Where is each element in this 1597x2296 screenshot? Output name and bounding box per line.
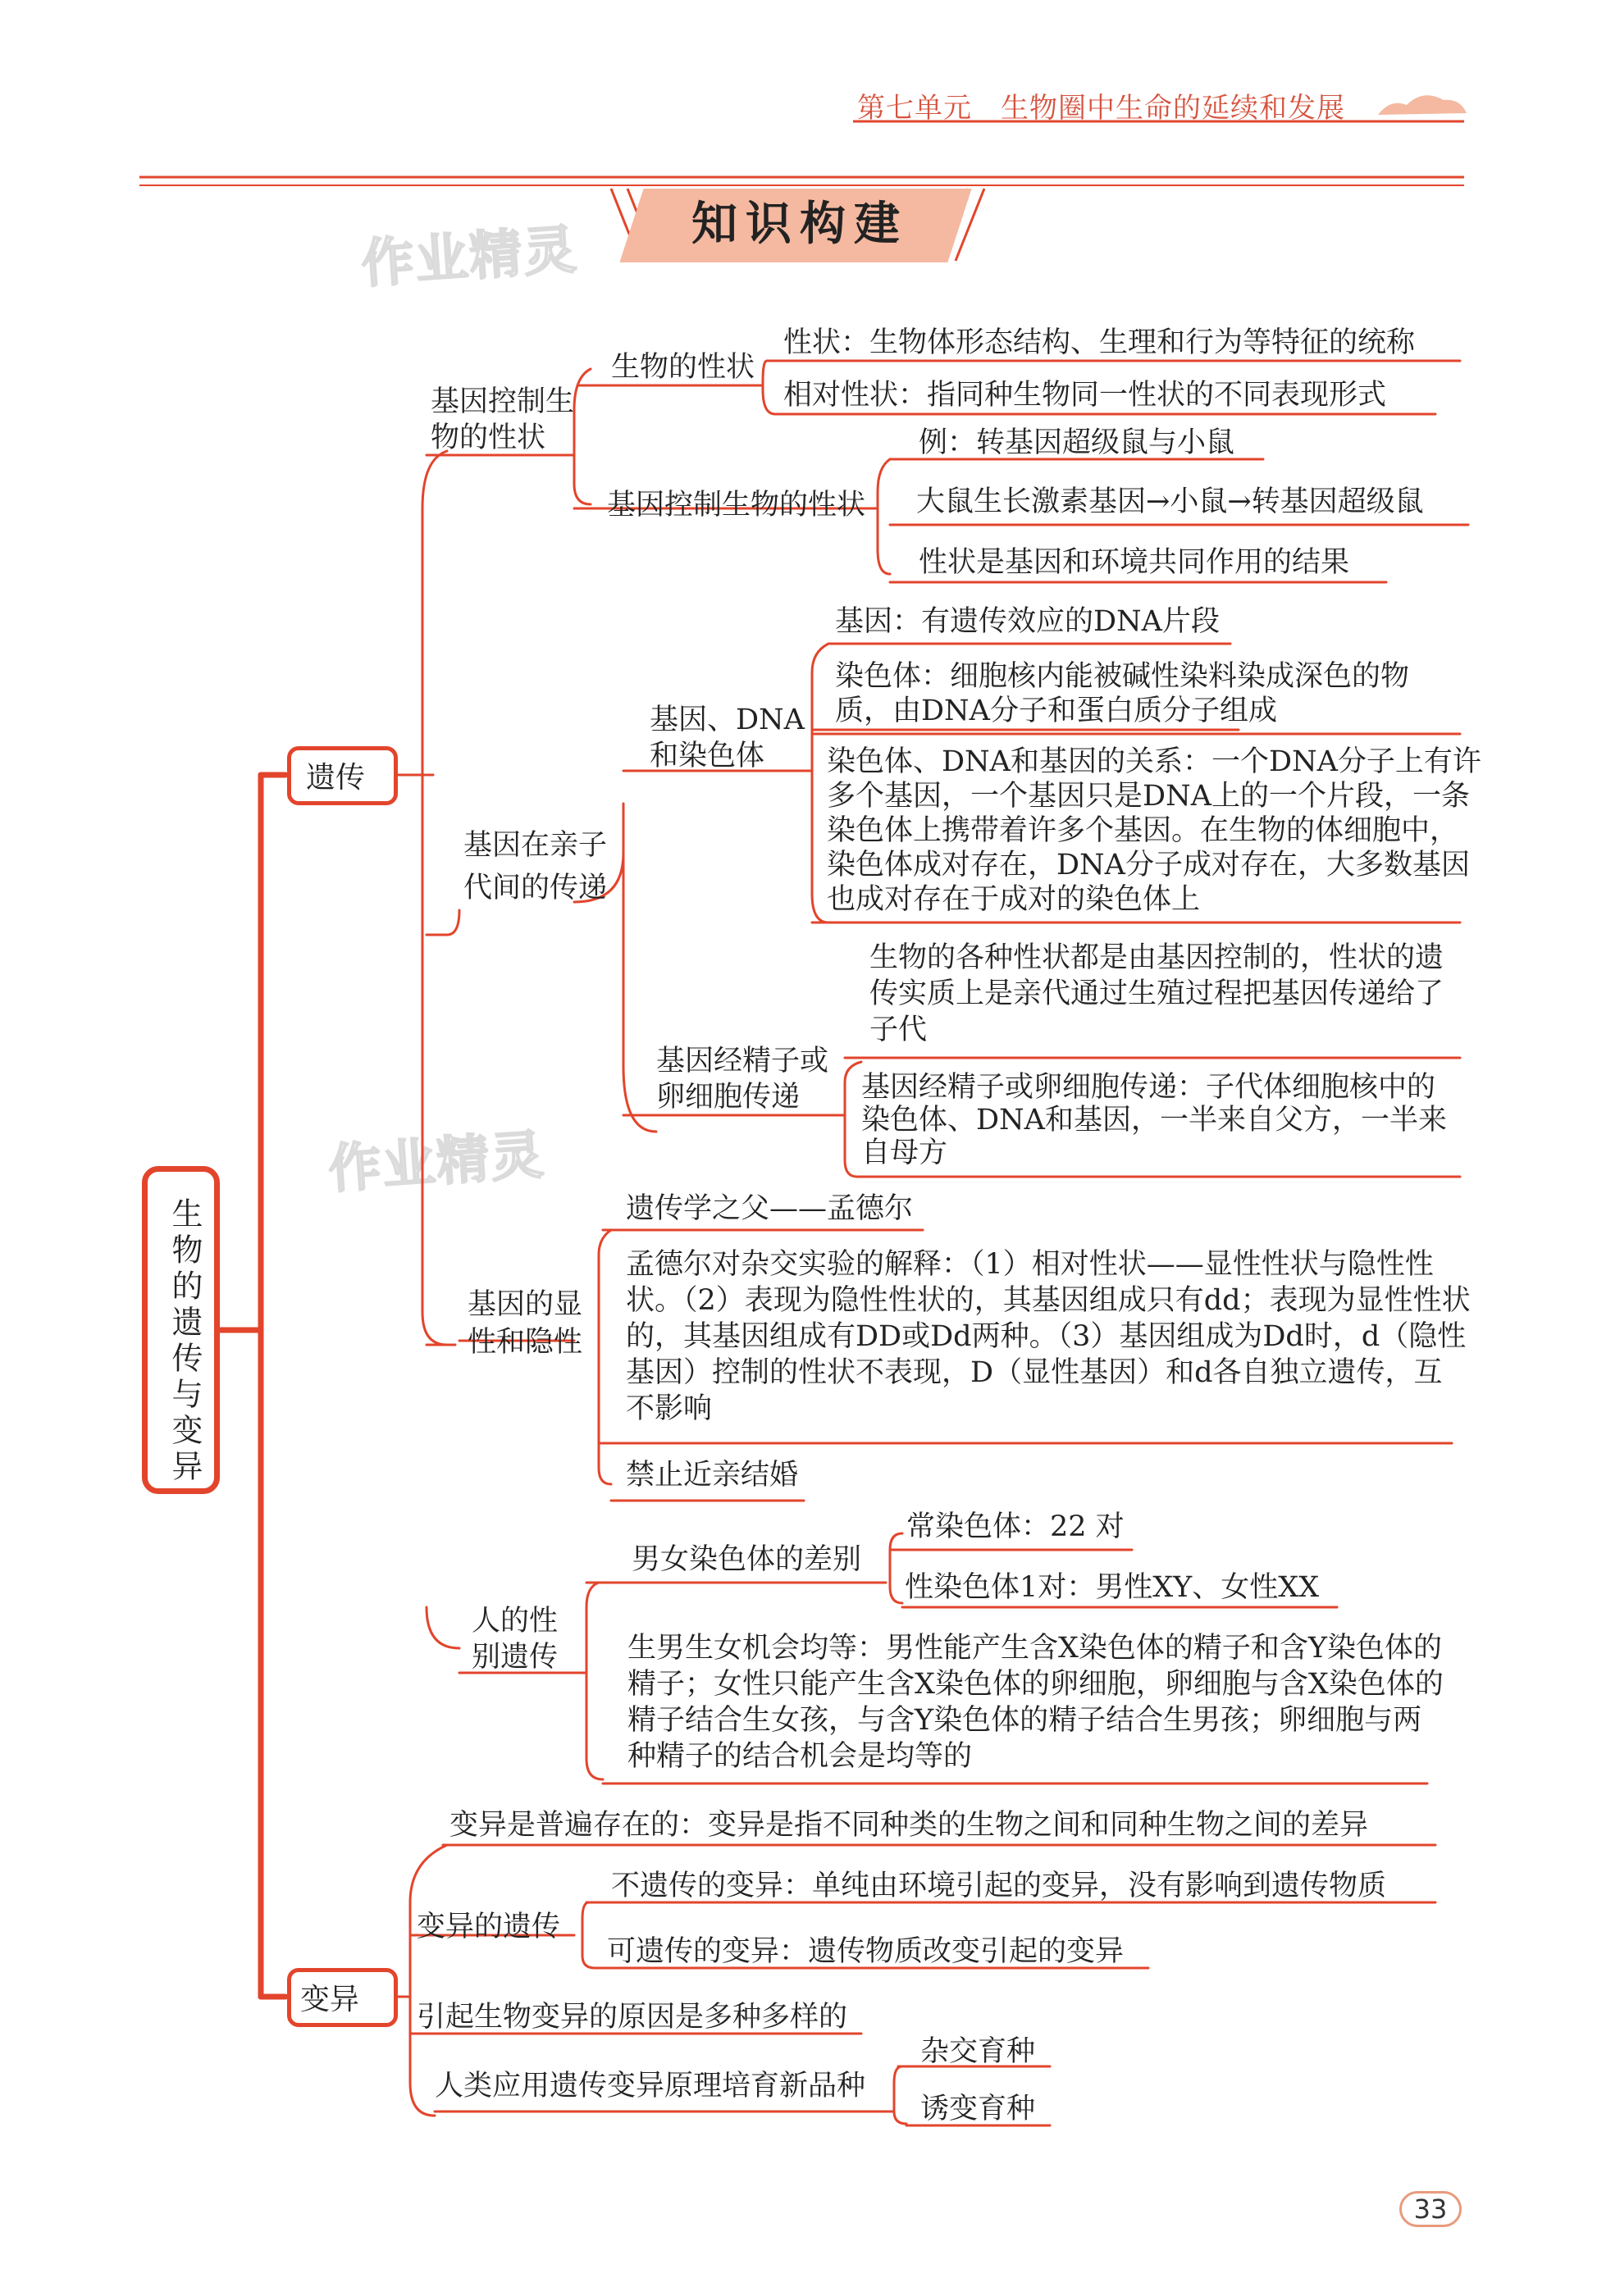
watermark: 作业精灵 (359, 219, 580, 296)
leaf-chromosome-definition: 染色体：细胞核内能被碱性染料染成深色的物质，由DNA分子和蛋白质分子组成 (835, 660, 1410, 727)
leaf-mutation-breeding: 诱变育种 (920, 2093, 1036, 2125)
leaf-autosome: 常染色体：22 对 (906, 1510, 1125, 1543)
leaf-gene-environment: 性状是基因和环境共同作用的结果 (919, 546, 1350, 579)
leaf-relative-trait: 相对性状：指同种生物同一性状的不同表现形式 (783, 379, 1387, 412)
leaf-hybrid-breeding: 杂交育种 (920, 2035, 1036, 2068)
section-title: 知识构建 (691, 198, 908, 251)
node-sex-inheritance: 人的性别遗传 (472, 1605, 559, 1674)
node-germ-cell-transmission: 基因经精子或卵细胞传递 (656, 1045, 829, 1114)
node-gene-transmission: 基因在亲子代间的传递 (463, 829, 608, 904)
leaf-equal-chance: 生男生女机会均等：男性能产生含X染色体的精子和含Y染色体的精子；女性只能产生含X染色体的卵细胞，卵细胞与含X染色体的精子结合生女孩，与含Y染色体的精子结合生男孩；卵细胞与两种精子的结合机会是均等的 (627, 1632, 1444, 1773)
leaf-chromosome-dna-gene: 染色体、DNA和基因的关系：一个DNA分子上有许多个基因，一个基因只是DNA上的一个片段，一条染色体上携带着许多个基因。在生物的体细胞中，染色体成对存在，DNA分子成对存在，大多数基因也成对存在于成对的染色体上 (827, 745, 1481, 916)
unit-title: 第七单元 生物圈中生命的延续和发展 (857, 92, 1345, 125)
node-gene-control-traits: 基因控制生物的性状 (431, 385, 575, 454)
page-number: 33 (1399, 2191, 1462, 2227)
leaf-germ-transmission: 基因经精子或卵细胞传递：子代体细胞核中的染色体、DNA和基因，一半来自父方，一半来自母方 (861, 1071, 1447, 1169)
leaf-variation-universal: 变异是普遍存在的：变异是指不同种类的生物之间和同种生物之间的差异 (449, 1809, 1369, 1842)
leaf-sex-chromosome: 性染色体1对：男性XY、女性XX (905, 1571, 1320, 1604)
watermark: 作业精灵 (326, 1124, 547, 1201)
leaf-trait-inheritance: 生物的各种性状都是由基因控制的，性状的遗传实质上是亲代通过生殖过程把基因传递给了子代 (869, 941, 1444, 1046)
leaf-consanguineous-marriage: 禁止近亲结婚 (626, 1459, 799, 1492)
node-breeding: 人类应用遗传变异原理培育新品种 (435, 2070, 866, 2102)
leaf-variation-causes: 引起生物变异的原因是多种多样的 (417, 2001, 848, 2034)
leaf-heritable-variation: 可遗传的变异：遗传物质改变引起的变异 (607, 1935, 1125, 1968)
node-dominance: 基因的显性和隐性 (468, 1288, 583, 1359)
leaf-trait-definition: 性状：生物体形态结构、生理和行为等特征的统称 (783, 326, 1416, 359)
leaf-gene-definition: 基因：有遗传效应的DNA片段 (835, 605, 1220, 638)
leaf-mendel-explanation: 孟德尔对杂交实验的解释：（1）相对性状——显性性状与隐性性状。（2）表现为隐性性状的，其基因组成只有dd；表现为显性性状的，其基因组成有DD或Dd两种。（3）基因组成为Dd时，d（隐性基因）控制的性状不表现，D（显性基因）和d各自独立遗传，互不影响 (626, 1248, 1471, 1425)
node-chromosome-difference: 男女染色体的差别 (632, 1543, 862, 1576)
leaf-growth-hormone: 大鼠生长激素基因→小鼠→转基因超级鼠 (916, 485, 1424, 518)
node-gene-control: 基因控制生物的性状 (607, 489, 866, 522)
heredity-label: 遗传 (306, 761, 366, 795)
node-gene-dna-chromosome: 基因、DNA和染色体 (650, 704, 805, 772)
node-biological-traits: 生物的性状 (611, 351, 755, 384)
variation-label: 变异 (300, 1983, 360, 2016)
leaf-mendel: 遗传学之父——孟德尔 (626, 1192, 914, 1225)
leaf-non-heritable-variation: 不遗传的变异：单纯由环境引起的变异，没有影响到遗传物质 (611, 1870, 1387, 1902)
leaf-example-mouse: 例：转基因超级鼠与小鼠 (919, 426, 1235, 459)
node-variation-heredity: 变异的遗传 (417, 1911, 561, 1943)
root-label: 生物的遗传与变异 (167, 1197, 203, 1486)
